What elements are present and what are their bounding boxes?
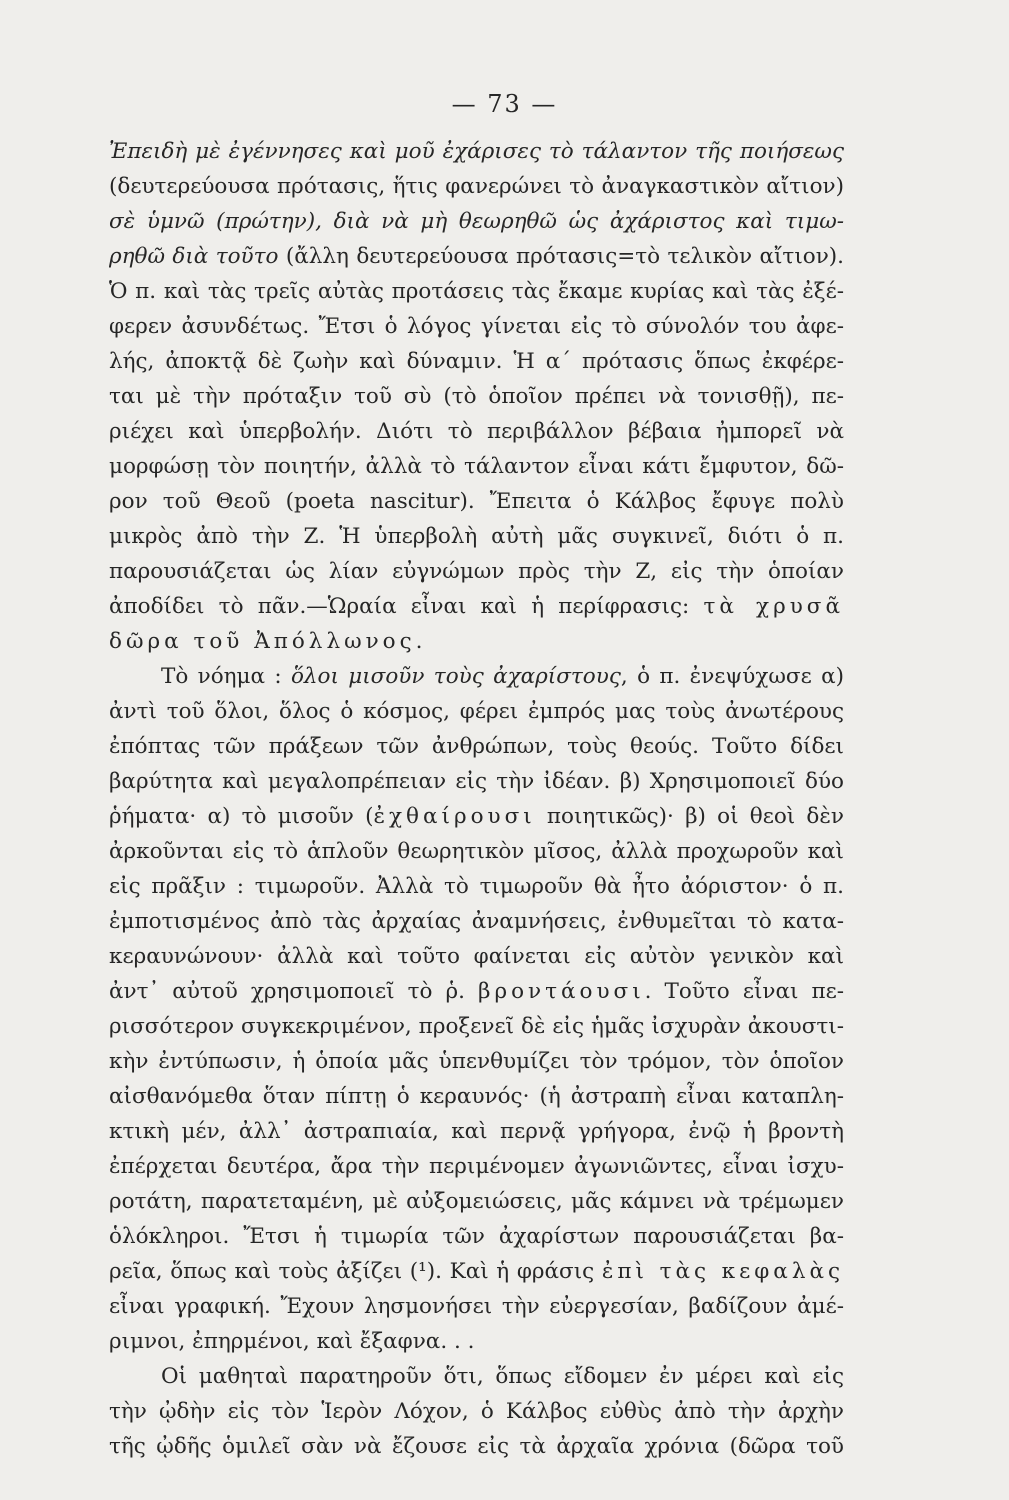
text-line xyxy=(109,834,844,869)
text-segment: λής, ἀποκτᾷ δὲ ζωὴν καὶ δύναμιν. Ἡ α΄ πρότασις ὅπως ἐκφέρε- xyxy=(109,349,844,374)
text-segment: ῥήματα· α) τὸ μισοῦν ( xyxy=(109,804,374,829)
text-segment: ἀρκοῦνται εἰς τὸ ἁπλοῦν θεωρητικὸν μῖσος, ἀλλὰ προχωροῦν καὶ xyxy=(109,839,844,864)
text-segment: εἰς πρᾶξιν : τιμωροῦν. Ἀλλὰ τὸ τιμωροῦν θὰ ἦτο ἀόριστον· ὁ π. xyxy=(109,874,844,899)
text-line xyxy=(109,134,844,169)
text-line xyxy=(109,274,844,309)
spaced-text: ἐπὶ τὰς κεφαλὰς xyxy=(601,1259,844,1284)
body-text xyxy=(109,134,844,1464)
text-line xyxy=(109,169,844,204)
text-line xyxy=(109,729,844,764)
text-segment: ὁλόκληροι. Ἔτσι ἡ τιμωρία τῶν ἀχαρίστων παρουσιάζεται βα- xyxy=(109,1224,844,1249)
text-line xyxy=(109,344,844,379)
text-line xyxy=(109,554,844,589)
text-line xyxy=(109,449,844,484)
text-segment: μορφώσῃ τὸν ποιητήν, ἀλλὰ τὸ τάλαντον εἶναι κάτι ἔμφυτον, δῶ- xyxy=(109,454,844,479)
text-line xyxy=(109,519,844,554)
text-segment: ἀντ᾽ αὐτοῦ χρησιμοποιεῖ τὸ ῥ. xyxy=(109,979,479,1004)
text-line xyxy=(109,869,844,904)
text-line xyxy=(109,1429,844,1464)
spaced-text: τὰ χρυσᾶ xyxy=(703,594,844,619)
text-segment: ἐμποτισμένος ἀπὸ τὰς ἀρχαίας ἀναμνήσεις, ἐνθυμεῖται τὸ κατα- xyxy=(109,909,844,934)
text-segment: Οἱ μαθηταὶ παρατηροῦν ὅτι, ὅπως εἴδομεν ἐν μέρει καὶ εἰς xyxy=(161,1364,844,1389)
text-line xyxy=(109,309,844,344)
italic-text: Ἐπειδὴ μὲ ἐγέννησες καὶ μοῦ ἐχάρισες τὸ τάλαντον τῆς ποιήσεως xyxy=(109,139,844,164)
italic-text: ὅλοι μισοῦν τοὺς ἀχαρίστους xyxy=(290,664,621,689)
text-line xyxy=(109,764,844,799)
text-line xyxy=(109,1359,844,1394)
text-line xyxy=(109,589,844,624)
text-line xyxy=(109,799,844,834)
text-segment: μικρὸς ἀπὸ τὴν Ζ. Ἡ ὑπερβολὴ αὐτὴ μᾶς συγκινεῖ, διότι ὁ π. xyxy=(109,524,844,549)
text-segment: φερεν ἀσυνδέτως. Ἔτσι ὁ λόγος γίνεται εἰς τὸ σύνολόν του ἀφε- xyxy=(109,314,844,339)
text-segment: παρουσιάζεται ὡς λίαν εὐγνώμων πρὸς τὴν Ζ, εἰς τὴν ὁποίαν xyxy=(109,559,844,584)
text-line xyxy=(109,1184,844,1219)
text-line xyxy=(109,939,844,974)
text-line xyxy=(109,1289,844,1324)
text-line xyxy=(109,414,844,449)
page-number: — 73 — xyxy=(451,90,558,118)
text-line xyxy=(109,484,844,519)
text-line xyxy=(109,1114,844,1149)
text-line xyxy=(109,904,844,939)
text-segment: ρον τοῦ Θεοῦ (poeta nascitur). Ἔπειτα ὁ Κάλβος ἔφυγε πολὺ xyxy=(109,489,844,514)
text-segment: κὴν ἐντύπωσιν, ἡ ὁποία μᾶς ὑπενθυμίζει τὸν τρόμον, τὸν ὁποῖον xyxy=(109,1049,844,1074)
text-segment: ἐπέρχεται δευτέρα, ἄρα τὴν περιμένομεν ἀγωνιῶντες, εἶναι ἰσχυ- xyxy=(109,1154,844,1179)
italic-text: σὲ ὑμνῶ (πρώτην), διὰ νὰ μὴ θεωρηθῶ ὡς ἀχάριστος καὶ τιμω- xyxy=(109,209,844,234)
text-segment: ἀντὶ τοῦ ὅλοι, ὅλος ὁ κόσμος, φέρει ἐμπρός μας τοὺς ἀνωτέρους xyxy=(109,699,844,724)
text-line xyxy=(109,1254,844,1289)
text-line xyxy=(109,1009,844,1044)
spaced-text: βροντάουσι xyxy=(478,979,645,1004)
text-segment: (δευτερεύουσα πρότασις, ἥτις φανερώνει τὸ ἀναγκαστικὸν αἴτιον) xyxy=(109,174,844,199)
text-segment: κεραυνώνουν· ἀλλὰ καὶ τοῦτο φαίνεται εἰς αὐτὸν γενικὸν καὶ xyxy=(109,944,844,969)
text-line xyxy=(109,1394,844,1429)
text-segment: κτικὴ μέν, ἀλλ᾽ ἀστραπιαία, καὶ περνᾷ γρήγορα, ἐνῷ ἡ βροντὴ xyxy=(109,1119,844,1144)
text-segment: ἀποδίδει τὸ πᾶν.—Ὡραία εἶναι καὶ ἡ περίφρασις: xyxy=(109,594,704,619)
text-line xyxy=(109,1079,844,1114)
text-segment: ποιητικῶς)· β) οἱ θεοὶ δὲν xyxy=(535,804,844,829)
text-segment: βαρύτητα καὶ μεγαλοπρέπειαν εἰς τὴν ἰδέαν. β) Χρησιμοποιεῖ δύο xyxy=(109,769,844,794)
text-segment: τῆς ᾠδῆς ὁμιλεῖ σὰν νὰ ἔζουσε εἰς τὰ ἀρχαῖα χρόνια (δῶρα τοῦ xyxy=(109,1434,844,1459)
text-line xyxy=(109,659,844,694)
text-line xyxy=(109,379,844,414)
text-segment: ρεῖα, ὅπως καὶ τοὺς ἀξίζει (¹). Καὶ ἡ φράσις xyxy=(109,1259,602,1284)
text-segment: ἐπόπτας τῶν πράξεων τῶν ἀνθρώπων, τοὺς θεούς. Τοῦτο δίδει xyxy=(109,734,844,759)
text-line xyxy=(109,624,844,659)
text-segment: , ὁ π. ἐνεψύχωσε α) xyxy=(620,664,844,689)
text-line xyxy=(109,694,844,729)
text-segment: Τὸ νόημα : xyxy=(161,664,291,689)
text-segment: εἶναι γραφική. Ἔχουν λησμονήσει τὴν εὐεργεσίαν, βαδίζουν ἀμέ- xyxy=(109,1294,844,1319)
italic-text: ρηθῶ διὰ τοῦτο xyxy=(109,244,279,269)
text-segment: αἰσθανόμεθα ὅταν πίπτῃ ὁ κεραυνός· (ἡ ἀστραπὴ εἶναι καταπλη- xyxy=(109,1084,844,1109)
text-line xyxy=(109,1324,844,1359)
text-segment: Ὁ π. καὶ τὰς τρεῖς αὐτὰς προτάσεις τὰς ἔκαμε κυρίας καὶ τὰς ἐξέ- xyxy=(109,279,844,304)
text-segment: ρισσότερον συγκεκριμένον, προξενεῖ δὲ εἰς ἡμᾶς ἰσχυρὰν ἀκουστι- xyxy=(109,1014,844,1039)
text-line xyxy=(109,204,844,239)
text-segment: (ἄλλη δευτερεύουσα πρότασις=τὸ τελικὸν αἴτιον). xyxy=(278,244,844,269)
text-segment: τὴν ᾠδὴν εἰς τὸν Ἱερὸν Λόχον, ὁ Κάλβος εὐθὺς ἀπὸ τὴν ἀρχὴν xyxy=(109,1399,844,1424)
text-segment: ριέχει καὶ ὑπερβολήν. Διότι τὸ περιβάλλον βέβαια ἠμπορεῖ νὰ xyxy=(109,419,844,444)
text-segment: ροτάτη, παρατεταμένη, μὲ αὐξομειώσεις, μᾶς κάμνει νὰ τρέμωμεν xyxy=(109,1189,844,1214)
text-segment: . Τοῦτο εἶναι πε- xyxy=(644,979,844,1004)
text-line xyxy=(109,239,844,274)
text-line xyxy=(109,1219,844,1254)
text-segment: ριμνοι, ἐπηρμένοι, καὶ ἔξαφνα. . . xyxy=(109,1329,475,1354)
text-line xyxy=(109,1149,844,1184)
spaced-text: δῶρα τοῦ Ἀπόλλωνος. xyxy=(109,629,427,654)
text-line xyxy=(109,1044,844,1079)
text-line xyxy=(109,974,844,1009)
text-segment: ται μὲ τὴν πρόταξιν τοῦ σὺ (τὸ ὁποῖον πρέπει νὰ τονισθῇ), πε- xyxy=(109,384,844,409)
spaced-text: ἐχθαίρουσι xyxy=(373,804,536,829)
